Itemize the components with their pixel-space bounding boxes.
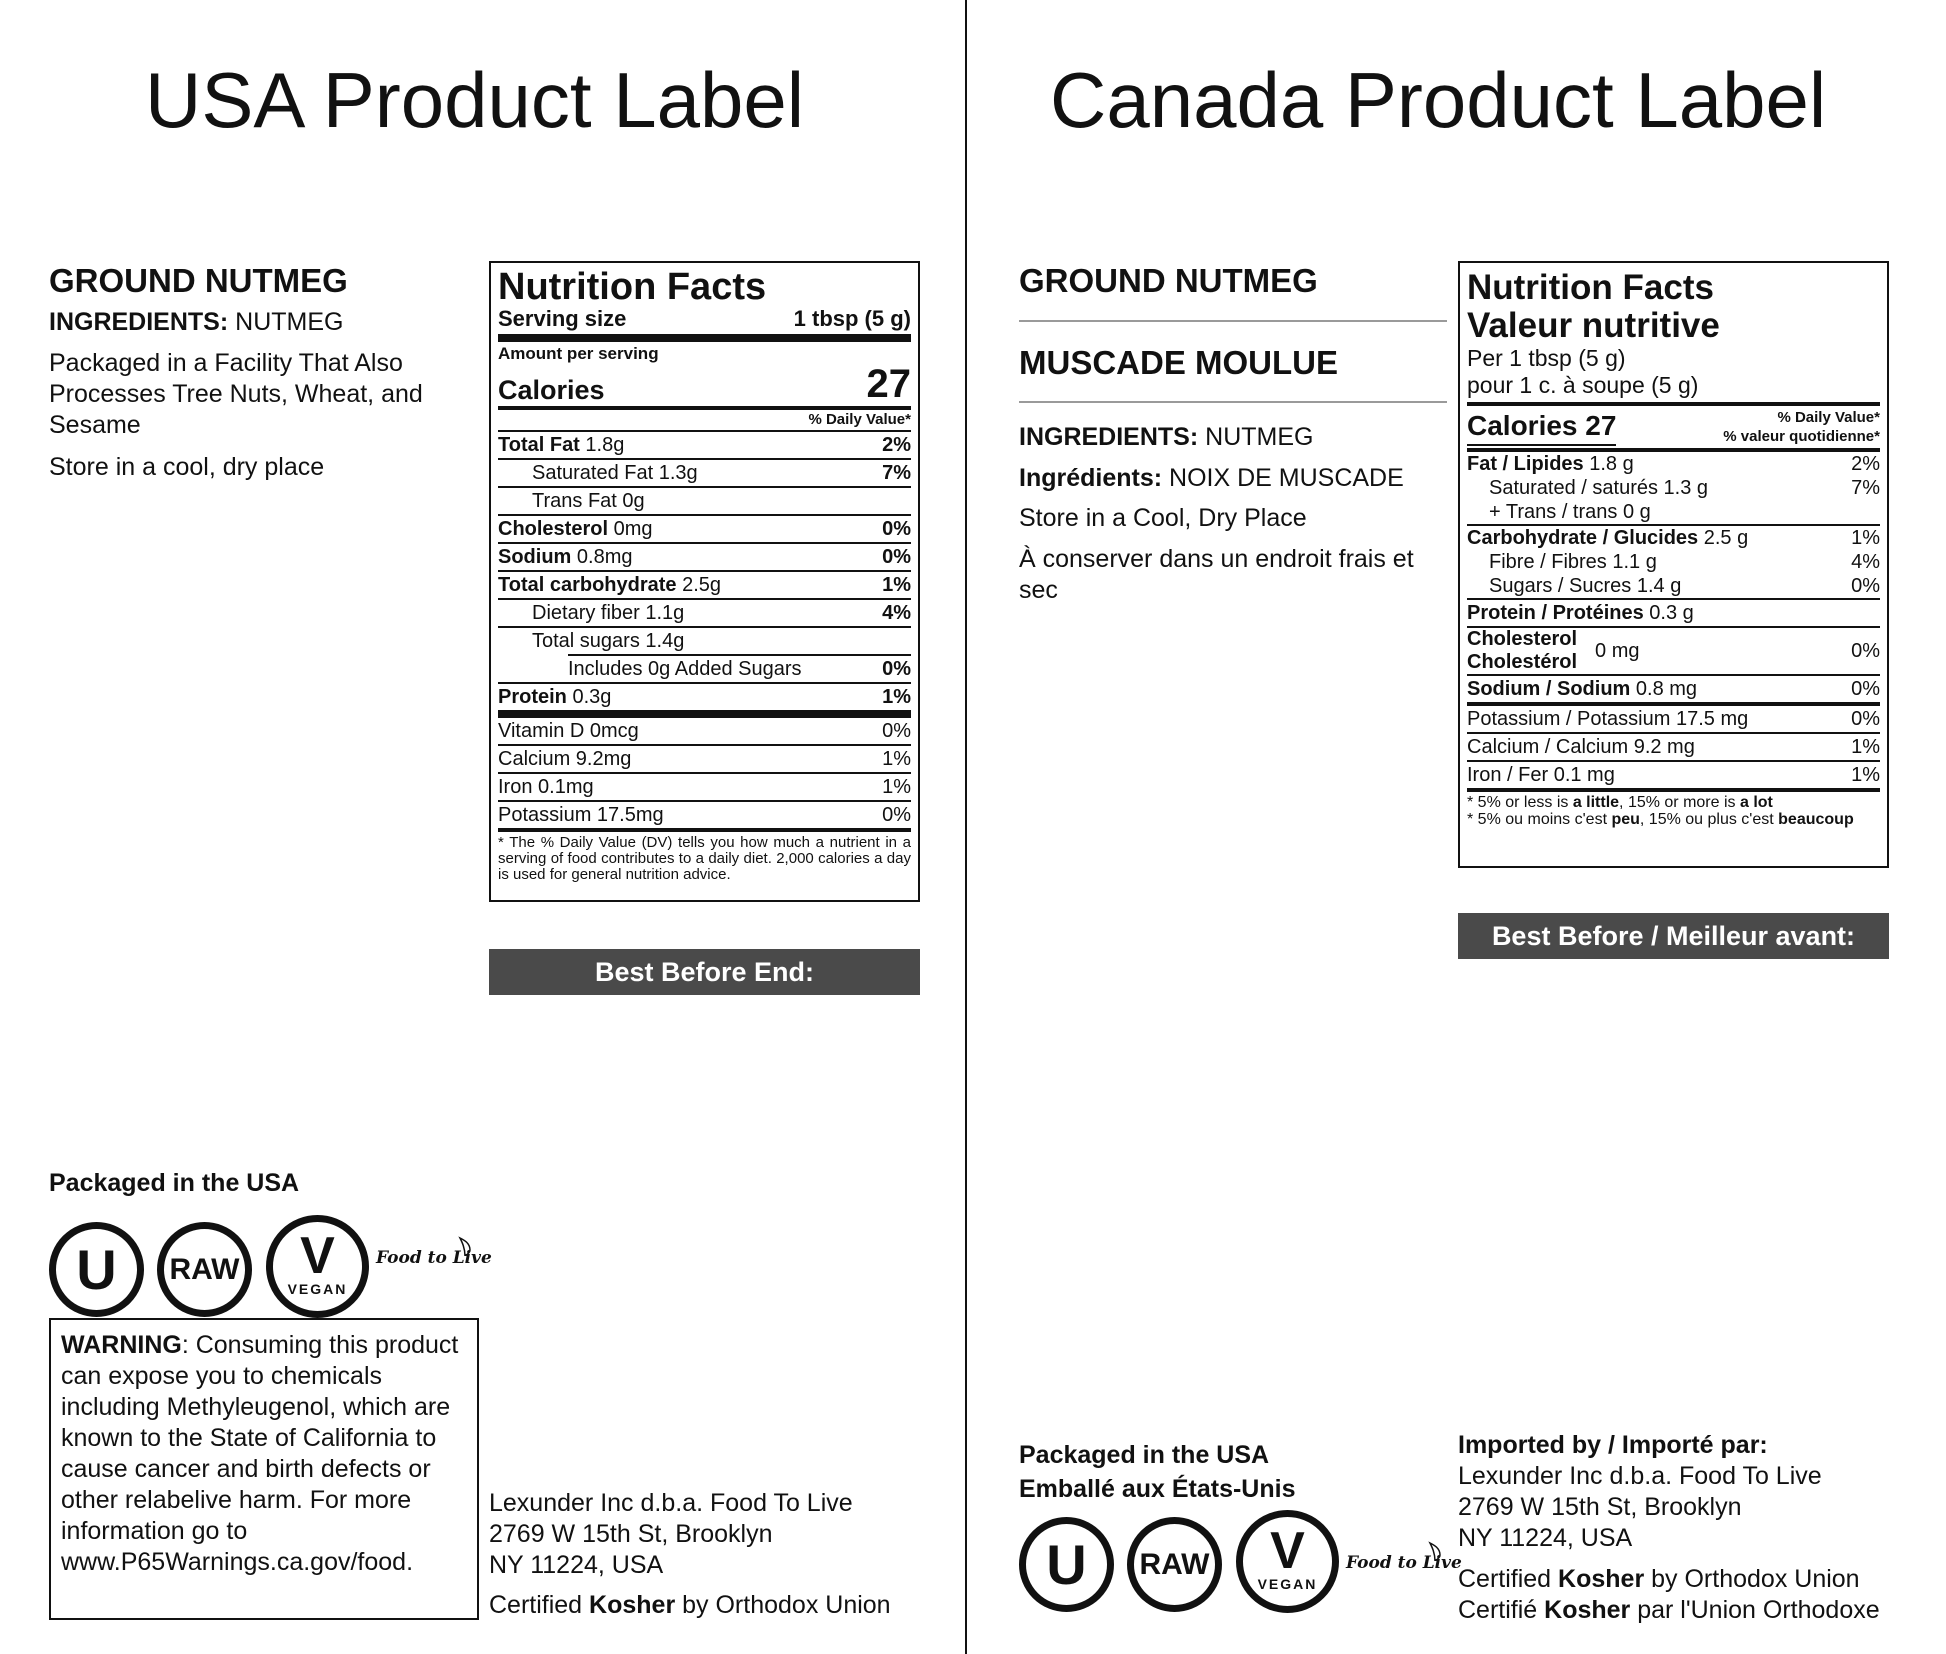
canada-serving-fr: pour 1 c. à soupe (5 g) [1467,372,1699,398]
usa-address-line: Lexunder Inc d.b.a. Food To Live [489,1489,853,1517]
center-divider [965,0,967,1654]
canada-storage-fr: À conserver dans un endroit frais et sec [1019,545,1414,604]
usa-dv-header: % Daily Value* [498,410,911,432]
canada-packaged-in: Packaged in the USA Emballé aux États-Unis [1019,1441,1296,1503]
raw-icon: RAW [157,1222,252,1317]
warning-text: : Consuming this product can expose you to chemicals including Methyleugenol, which are known to the State of California to cause cancer and birth defects or other relabelive harm. For more information go to www.P65Warnings.ca.gov/food. [61,1331,459,1576]
usa-nutrition-facts-panel [489,261,920,902]
food-to-live-logo: Food to Live [1346,1553,1462,1573]
usa-kosher-certification: Certified Kosher by Orthodox Union [489,1591,891,1619]
usa-amount-per-serving: Amount per serving [498,344,659,363]
usa-nf-row-protein: Protein 0.3g 1% [498,686,911,708]
usa-address [489,1488,853,1581]
usa-address-line: NY 11224, USA [489,1551,664,1579]
usa-storage: Store in a cool, dry place [49,453,325,481]
usa-allergen-line: Processes Tree Nuts, Wheat, and [49,380,423,408]
usa-nf-row-total-carbohydrate: Total carbohydrate 2.5g 1% [498,572,911,600]
canada-imported-by: Imported by / Importé par: [1458,1431,1768,1459]
usa-nf-rule [498,710,911,718]
canada-product-name-fr: MUSCADE MOULUE [1019,344,1338,381]
usa-serving-size-label: Serving size [498,306,627,331]
canada-ingredients-fr: Ingrédients: NOIX DE MUSCADE [1019,464,1404,492]
usa-nf-rule [498,334,911,342]
usa-calories-label: Calories [498,375,605,405]
canada-calories-row [1467,408,1880,446]
canada-product-name-en: GROUND NUTMEG [1019,262,1318,299]
usa-nf-title: Nutrition Facts [498,266,767,308]
usa-nf-row-added-sugars: Includes 0g Added Sugars 0% [498,656,911,684]
canada-divider-line [1019,320,1447,322]
canada-page-title: Canada Product Label [1050,56,1827,144]
canada-storage-en: Store in a Cool, Dry Place [1019,504,1307,532]
canada-nf-row-iron: Iron / Fer 0.1 mg 1% [1467,764,1880,786]
canada-nf-row-sodium: Sodium / Sodium 0.8 mg 0% [1467,678,1880,700]
canada-best-before-bar: Best Before / Meilleur avant: [1458,913,1889,959]
usa-allergen-line: Sesame [49,411,141,439]
canada-serving-en: Per 1 tbsp (5 g) [1467,345,1626,371]
usa-nf-rule [498,828,911,832]
usa-ingredients [49,307,343,338]
usa-address-line: 2769 W 15th St, Brooklyn [489,1520,773,1548]
vegan-icon: V VEGAN [1236,1510,1339,1613]
canada-nf-footnote-en: * 5% or less is a little, 15% or more is a lot [1467,794,1773,811]
canada-ingredients-en: INGREDIENTS: NUTMEG [1019,423,1314,451]
usa-calories-value: 27 [866,362,911,406]
usa-ingredients-value: NUTMEG [228,308,344,336]
canada-nf-row-potassium: Potassium / Potassium 17.5 mg 0% [1467,706,1880,734]
canada-dv-header: % Daily Value* % valeur quotidienne* [1723,409,1880,445]
canada-nf-row-fibre: Fibre / Fibres 1.1 g 4% [1489,551,1880,573]
canada-nf-row-saturated: Saturated / saturés 1.3 g 7% [1489,477,1880,499]
usa-nf-row-potassium: Potassium 17.5mg 0% [498,804,911,826]
food-to-live-logo: Food to Live [376,1248,492,1268]
canada-nf-footnote-fr: * 5% ou moins c'est peu, 15% ou plus c'est beaucoup [1467,811,1854,828]
canada-divider-line [1019,401,1447,403]
canada-nf-title-fr: Valeur nutritive [1467,306,1720,345]
usa-nf-row-iron: Iron 0.1mg 1% [498,774,911,802]
canada-address-line: NY 11224, USA [1458,1524,1633,1552]
usa-nf-row-dietary-fiber: Dietary fiber 1.1g 4% [498,600,911,628]
canada-nf-row-protein: Protein / Protéines 0.3 g [1467,600,1880,628]
kosher-u-icon: U [49,1222,144,1317]
usa-nf-row-saturated-fat: Saturated Fat 1.3g 7% [498,460,911,488]
canada-address-line: Lexunder Inc d.b.a. Food To Live [1458,1462,1822,1490]
usa-allergen-statement [49,348,423,441]
usa-packaged-in: Packaged in the USA [49,1169,300,1197]
canada-address-line: 2769 W 15th St, Brooklyn [1458,1493,1742,1521]
usa-allergen-line: Packaged in a Facility That Also [49,349,403,377]
usa-page-title: USA Product Label [145,56,805,144]
canada-nf-row-calcium: Calcium / Calcium 9.2 mg 1% [1467,734,1880,762]
usa-serving-size-row [498,307,911,331]
canada-nf-row-cholesterol: Cholesterol Cholestérol 0 mg 0% [1467,628,1880,676]
usa-nf-row-trans-fat: Trans Fat 0g [498,488,911,516]
canada-nf-row-sugars: Sugars / Sucres 1.4 g 0% [1467,574,1880,600]
raw-icon: RAW [1127,1517,1222,1612]
usa-nf-row-cholesterol: Cholesterol 0mg 0% [498,516,911,544]
canada-kosher-certification: Certified Kosher by Orthodox Union Certifié Kosher par l'Union Orthodoxe [1458,1565,1880,1624]
canada-importer-block [1458,1430,1822,1554]
vegan-icon: V VEGAN [266,1215,369,1318]
leaf-icon [458,1234,472,1256]
kosher-u-icon: U [1019,1517,1114,1612]
usa-nf-row-calcium: Calcium 9.2mg 1% [498,746,911,774]
canada-calories: Calories 27 [1467,408,1616,446]
warning-label: WARNING [61,1331,182,1359]
canada-nf-rule [1467,788,1880,792]
usa-calories-row [498,364,911,404]
prop65-warning-box [49,1318,479,1620]
usa-serving-size-value: 1 tbsp (5 g) [793,306,911,331]
canada-nf-row-carbohydrate: Carbohydrate / Glucides 2.5 g 1% [1467,527,1880,549]
usa-best-before-bar: Best Before End: [489,949,920,995]
usa-nf-row-vitamin-d: Vitamin D 0mcg 0% [498,718,911,746]
usa-nf-row-total-fat: Total Fat 1.8g 2% [498,432,911,460]
canada-nf-row-fat: Fat / Lipides 1.8 g 2% [1467,453,1880,475]
usa-nf-row-total-sugars: Total sugars 1.4g [532,630,685,652]
usa-ingredients-label: INGREDIENTS: [49,308,229,336]
canada-nf-title-en: Nutrition Facts [1467,268,1714,307]
leaf-icon [1428,1539,1442,1561]
canada-nutrition-facts-panel [1458,261,1889,868]
canada-nf-rule [1467,402,1880,406]
usa-product-name: GROUND NUTMEG [49,262,348,299]
usa-nf-row-sodium: Sodium 0.8mg 0% [498,544,911,572]
canada-nf-row-trans: + Trans / trans 0 g [1467,500,1880,526]
usa-nf-footnote: * The % Daily Value (DV) tells you how much a nutrient in a serving of food contributes to a daily diet. 2,000 calories a day is used for general nutrition advice. [498,834,911,883]
